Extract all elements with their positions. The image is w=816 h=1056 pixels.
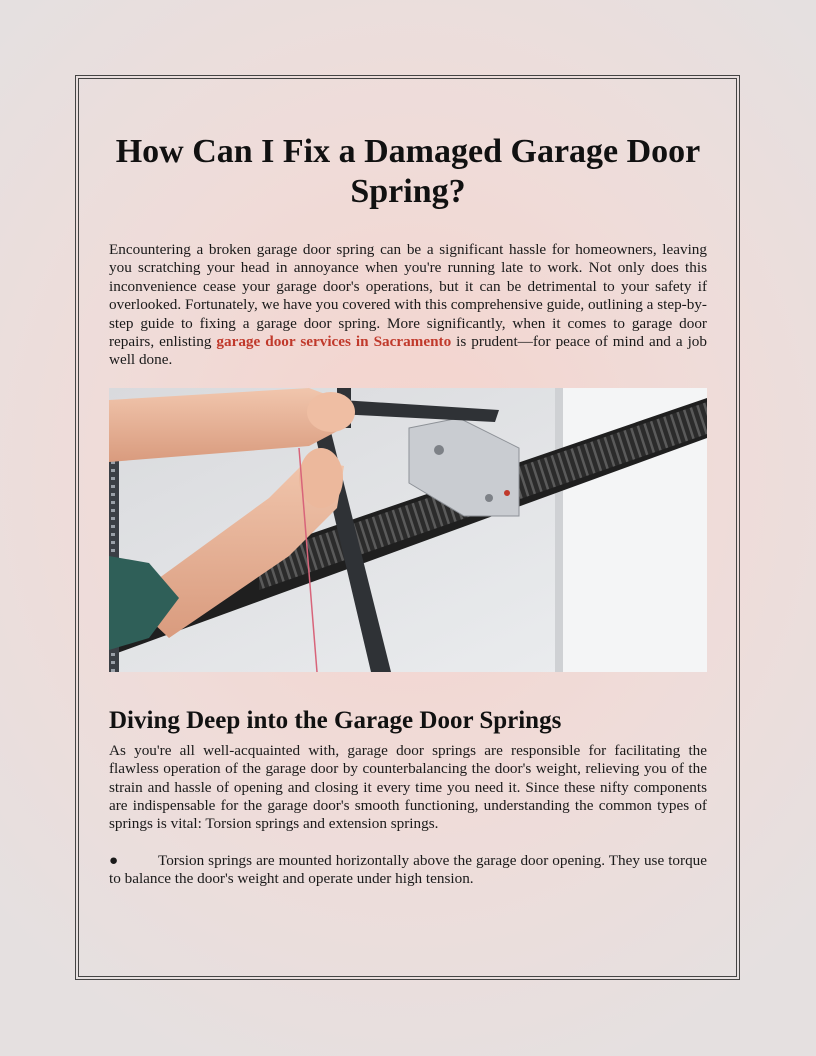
bullet-marker: ● xyxy=(109,851,119,869)
garage-spring-repair-photo xyxy=(109,388,707,672)
intro-paragraph xyxy=(109,241,707,370)
bullet-item-torsion xyxy=(109,852,707,889)
section-heading: Diving Deep into the Garage Door Springs xyxy=(109,706,562,734)
article-content xyxy=(109,132,707,889)
intro-text-after-link: is prudent—for peace of mind and a job well done. xyxy=(109,333,707,369)
intro-text-before-link: Encountering a broken garage door spring can be a significant hassle for homeowners, leaving you scratching your head in annoyance when you're running late to work. Not only does this inconvenience cease your garage door's operations, but it can be detrimental to your safety if overlooked. Fortunately, we have you covered with this comprehensive guide, outlining a step-by-step guide to fixing a garage door spring. More significantly, when it comes to garage door repairs, enlisting xyxy=(109,241,707,351)
section-paragraph: As you're all well-acquainted with, garage door springs are responsible for facilitating the flawless operation of the garage door by counterbalancing the door's weight, relieving you of the strain and hassle of opening and closing it every time you need it. Since these nifty components are indispensable for the garage door's smooth functioning, understanding the common types of springs is vital: Torsion springs and extension springs. xyxy=(109,741,707,833)
page-title: How Can I Fix a Damaged Garage Door Spring? xyxy=(115,133,701,210)
garage-door-services-link[interactable]: garage door services in Sacramento xyxy=(216,333,452,351)
bullet-text: Torsion springs are mounted horizontally above the garage door opening. They use torque to balance the door's weight and operate under high tension. xyxy=(109,851,707,888)
